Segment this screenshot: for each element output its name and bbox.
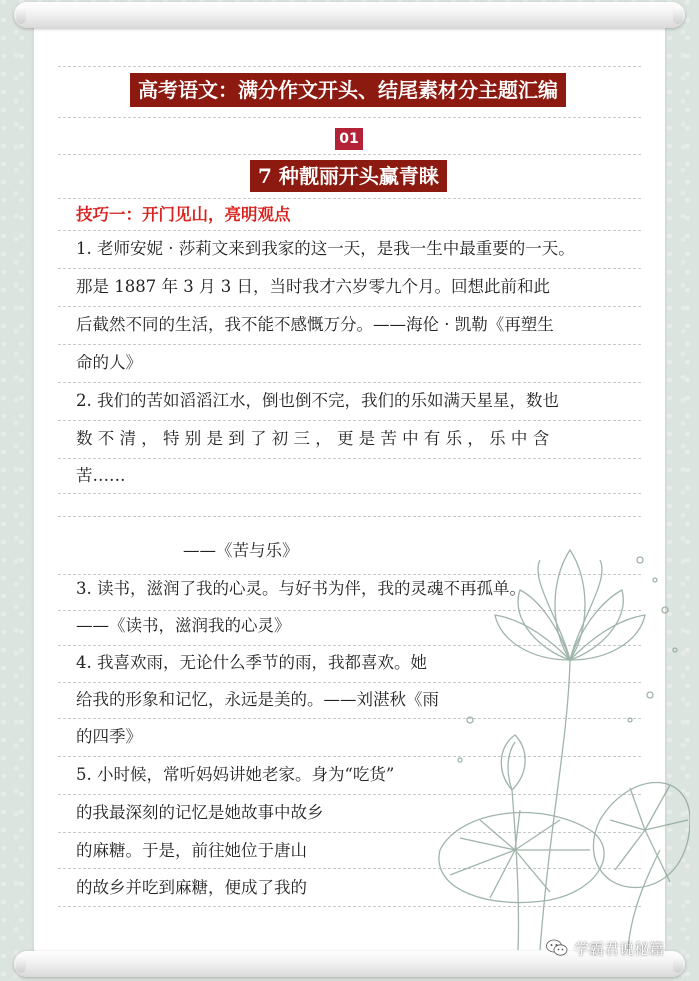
ruled-line xyxy=(58,66,641,67)
paragraph-line: 4. 我喜欢雨，无论什么季节的雨，我都喜欢。她 xyxy=(76,653,427,672)
section-number-badge: 01 xyxy=(335,128,363,150)
ruled-line xyxy=(58,344,641,345)
paragraph-line: 2. 我们的苦如滔滔江水，倒也倒不完，我们的乐如满天星星，数也 xyxy=(76,391,559,410)
rod-cap-right xyxy=(673,6,683,24)
rod-cap-left xyxy=(16,955,26,973)
paragraph-line: 数 不 清 ， 特 别 是 到 了 初 三 ， 更 是 苦 中 有 乐 ， 乐 中 含 xyxy=(76,429,550,448)
quote-source-line: ——《苦与乐》 xyxy=(183,541,299,560)
ruled-line xyxy=(58,306,641,307)
paragraph-line: 的四季》 xyxy=(76,727,142,746)
watermark-text: 学霸君说秘籍 xyxy=(574,939,665,958)
ruled-line xyxy=(58,117,641,118)
paragraph-line: 5. 小时候，常听妈妈讲她老家。身为“吃货” xyxy=(76,765,395,784)
ruled-line xyxy=(58,493,641,494)
watermark xyxy=(546,936,664,960)
paragraph-line: 的故乡并吃到麻糖，便成了我的 xyxy=(76,878,307,897)
paragraph-line: 1. 老师安妮 · 莎莉文来到我家的这一天，是我一生中最重要的一天。 xyxy=(76,239,575,258)
paragraph-line: 那是 1887 年 3 月 3 日，当时我才六岁零九个月。回想此前和此 xyxy=(76,277,550,296)
ruled-line xyxy=(58,268,641,269)
paragraph-line: 命的人》 xyxy=(76,353,142,372)
section-title-banner: 7 种靓丽开头赢青睐 xyxy=(250,160,447,192)
ruled-line xyxy=(58,154,641,155)
ruled-line xyxy=(58,516,641,517)
rod-cap-right xyxy=(673,955,683,973)
paragraph-line: 苦…… xyxy=(76,466,126,485)
ruled-line xyxy=(58,198,641,199)
wechat-icon xyxy=(546,939,568,957)
scroll-rod-top xyxy=(14,2,685,28)
ruled-line xyxy=(58,420,641,421)
rod-cap-left xyxy=(16,6,26,24)
paragraph-line: 3. 读书，滋润了我的心灵。与好书为伴，我的灵魂不再孤单。 xyxy=(76,579,526,598)
tip-heading: 技巧一：开门见山，亮明观点 xyxy=(76,205,291,224)
paragraph-line: 的我最深刻的记忆是她故事中故乡 xyxy=(76,803,324,822)
paragraph-line: 的麻糖。于是，前往她位于唐山 xyxy=(76,841,307,860)
paragraph-line: 后截然不同的生活，我不能不感慨万分。——海伦 · 凯勒《再塑生 xyxy=(76,315,554,334)
paragraph-line: 给我的形象和记忆，永远是美的。——刘湛秋《雨 xyxy=(76,690,439,709)
ruled-line xyxy=(58,458,641,459)
quote-source-line: ——《读书，滋润我的心灵》 xyxy=(76,616,291,635)
ruled-line xyxy=(58,382,641,383)
main-title-banner: 高考语文：满分作文开头、结尾素材分主题汇编 xyxy=(130,73,566,107)
ruled-line xyxy=(58,230,641,231)
